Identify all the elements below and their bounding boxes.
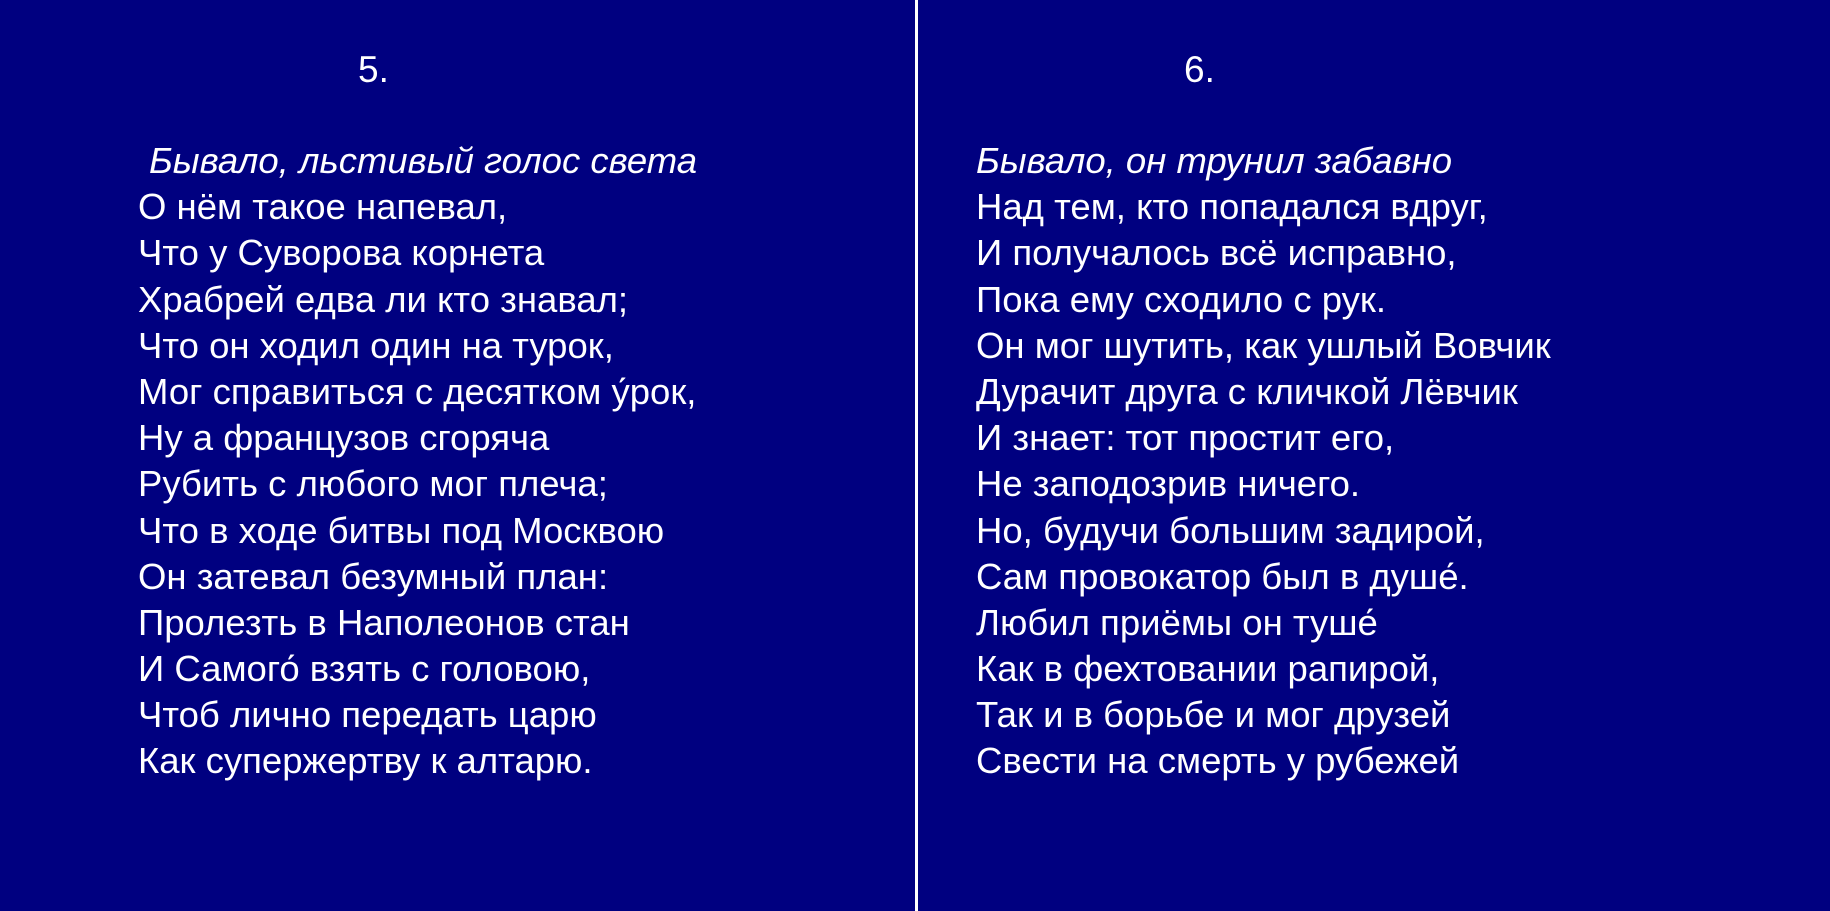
- verse-line: Мог справиться с десятком у́рок,: [138, 370, 697, 412]
- verse-lines: [976, 138, 1551, 785]
- verse-lines: [138, 138, 697, 785]
- stanza-6: [918, 0, 1778, 911]
- verse-line: Сам провокатор был в душе́.: [976, 555, 1469, 597]
- verse-line: Рубить с любого мог плеча;: [138, 463, 608, 505]
- verse-line: Пролезть в Наполеонов стан: [138, 601, 630, 643]
- verse-line: Пока ему сходило с рук.: [976, 278, 1387, 320]
- stanza-5: [0, 0, 860, 911]
- verse-line: Так и в борьбе и мог друзей: [976, 694, 1451, 736]
- verse-line: И получалось всё исправно,: [976, 232, 1457, 274]
- verse-line: Бывало, льстивый голос света: [149, 140, 698, 181]
- verse-line: И Самого́ взять с головою,: [138, 648, 591, 690]
- stanza-number: 6.: [1184, 49, 1215, 90]
- verse-line: Ну а французов сгоряча: [138, 417, 550, 459]
- verse-line: Что в ходе битвы под Москвою: [138, 509, 665, 551]
- verse-line: Над тем, кто попадался вдруг,: [976, 186, 1488, 228]
- verse-line: Храбрей едва ли кто знавал;: [138, 278, 629, 320]
- verse-line: Не заподозрив ничего.: [976, 463, 1361, 505]
- verse-line: И знает: тот простит его,: [976, 417, 1395, 459]
- verse-line: Но, будучи большим задирой,: [976, 509, 1485, 551]
- verse-line: Дурачит друга с кличкой Лёвчик: [976, 370, 1518, 412]
- verse-line: Он затевал безумный план:: [138, 555, 609, 597]
- verse-line: Свести на смерть у рубежей: [976, 740, 1460, 782]
- verse-line: Бывало, он трунил забавно: [976, 140, 1453, 181]
- verse-line: О нём такое напевал,: [138, 186, 508, 228]
- verse-line: Что у Суворова корнета: [138, 232, 545, 274]
- verse-line: Любил приёмы он туше́: [976, 601, 1378, 643]
- verse-line: Как в фехтовании рапирой,: [976, 648, 1440, 690]
- verse-line: Чтоб лично передать царю: [138, 694, 597, 736]
- verse-line: Как супержертву к алтарю.: [138, 740, 593, 782]
- stanza-number: 5.: [358, 49, 389, 90]
- verse-line: Он мог шутить, как ушлый Вовчик: [976, 324, 1551, 366]
- verse-line: Что он ходил один на турок,: [138, 324, 614, 366]
